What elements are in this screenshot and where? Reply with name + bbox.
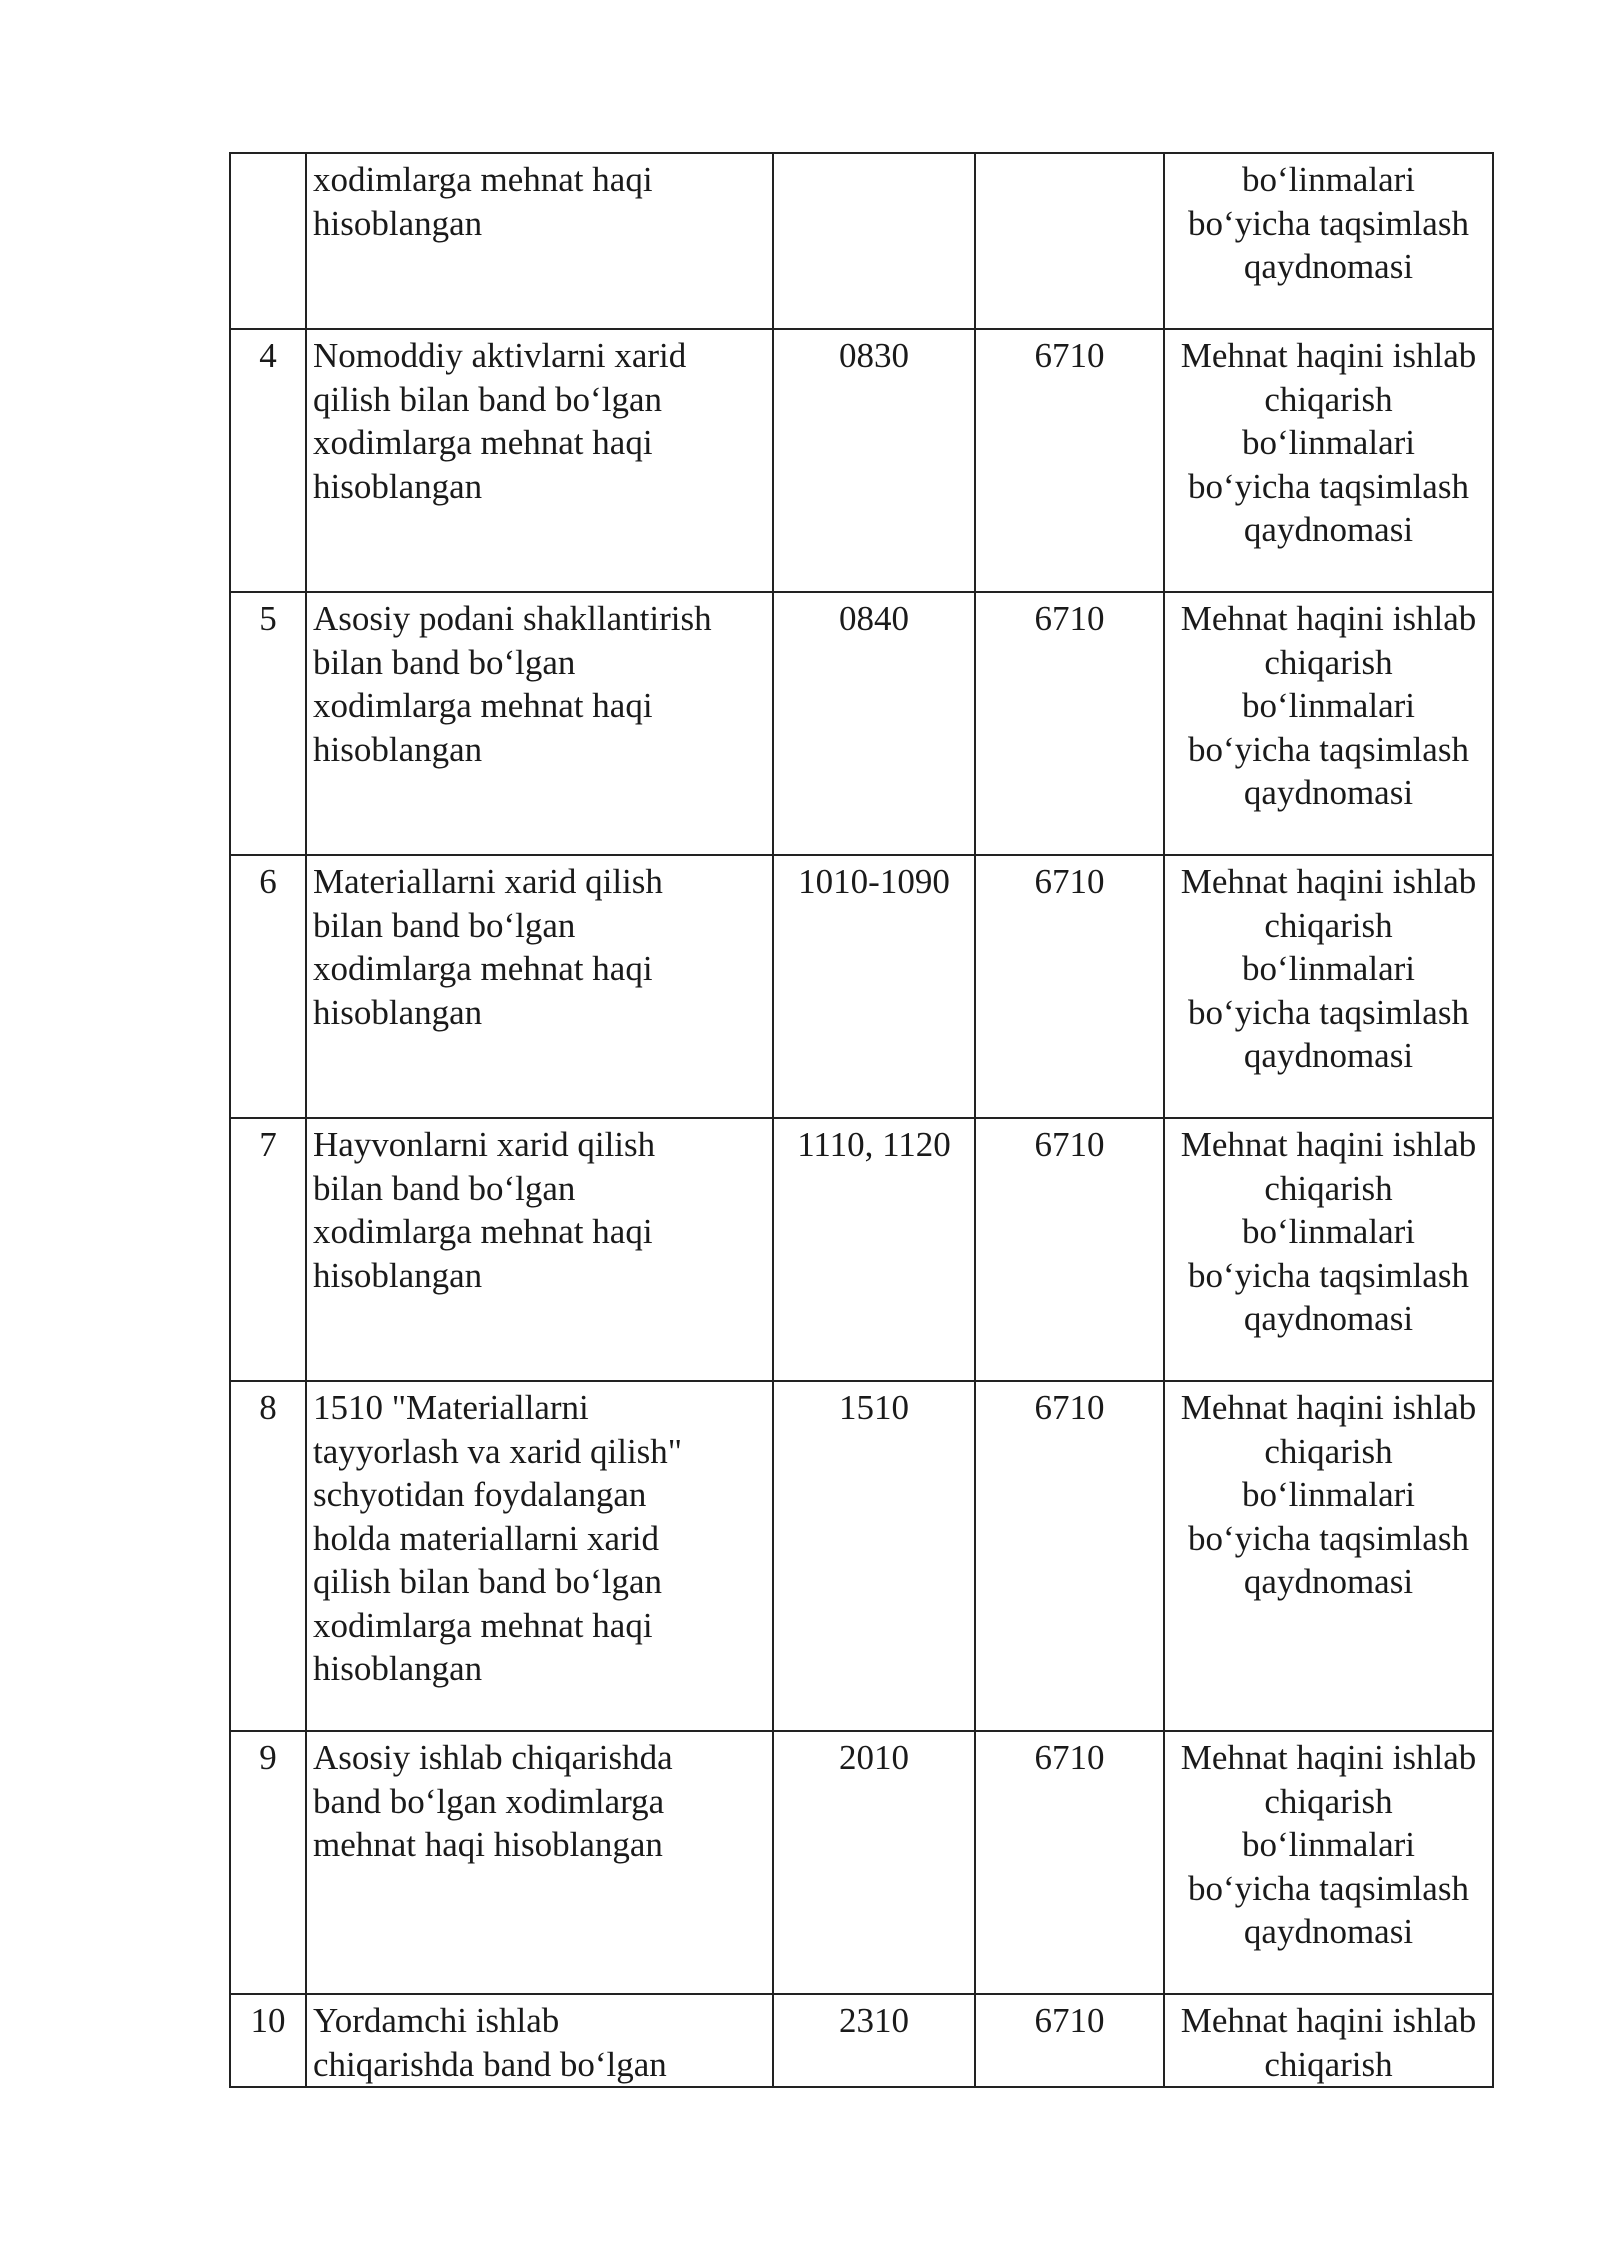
- credit-account-cell: 6710: [975, 329, 1164, 592]
- source-document-cell: Mehnat haqini ishlab chiqarish bo‘linmalari bo‘yicha taqsimlash qaydnomasi: [1164, 1731, 1493, 1994]
- table-row: [230, 153, 1493, 329]
- credit-account-cell: 6710: [975, 855, 1164, 1118]
- debit-account-cell: 2010: [773, 1731, 975, 1994]
- operation-description-cell: Yordamchi ishlab chiqarishda band bo‘lgan: [306, 1994, 773, 2087]
- debit-account-cell: 0840: [773, 592, 975, 855]
- source-document-cell: Mehnat haqini ishlab chiqarish bo‘linmalari bo‘yicha taqsimlash qaydnomasi: [1164, 329, 1493, 592]
- debit-account-cell: 2310: [773, 1994, 975, 2087]
- credit-account-cell: 6710: [975, 1118, 1164, 1381]
- credit-account-cell: 6710: [975, 1381, 1164, 1731]
- operation-description-cell: 1510 "Materiallarni tayyorlash va xarid qilish" schyotidan foydalangan holda materiallarni xarid qilish bilan band bo‘lgan xodimlarga mehnat haqi hisoblangan: [306, 1381, 773, 1731]
- source-document-cell: Mehnat haqini ishlab chiqarish bo‘linmalari bo‘yicha taqsimlash qaydnomasi: [1164, 592, 1493, 855]
- row-number-cell: 6: [230, 855, 306, 1118]
- operation-description-cell: Asosiy podani shakllantirish bilan band bo‘lgan xodimlarga mehnat haqi hisoblangan: [306, 592, 773, 855]
- row-number-cell: 10: [230, 1994, 306, 2087]
- row-number-cell: 7: [230, 1118, 306, 1381]
- debit-account-cell: [773, 153, 975, 329]
- table-row: [230, 1994, 1493, 2087]
- credit-account-cell: 6710: [975, 1731, 1164, 1994]
- credit-account-cell: 6710: [975, 1994, 1164, 2087]
- operation-description-cell: Materiallarni xarid qilish bilan band bo‘lgan xodimlarga mehnat haqi hisoblangan: [306, 855, 773, 1118]
- operation-description-cell: xodimlarga mehnat haqi hisoblangan: [306, 153, 773, 329]
- row-number-cell: 9: [230, 1731, 306, 1994]
- table-row: [230, 1731, 1493, 1994]
- source-document-cell: Mehnat haqini ishlab chiqarish bo‘linmalari bo‘yicha taqsimlash qaydnomasi: [1164, 1381, 1493, 1731]
- row-number-cell: 5: [230, 592, 306, 855]
- source-document-cell: bo‘linmalari bo‘yicha taqsimlash qaydnomasi: [1164, 153, 1493, 329]
- operation-description-cell: Asosiy ishlab chiqarishda band bo‘lgan xodimlarga mehnat haqi hisoblangan: [306, 1731, 773, 1994]
- row-number-cell: 8: [230, 1381, 306, 1731]
- row-number-cell: 4: [230, 329, 306, 592]
- accounting-entries-table: [229, 152, 1494, 2088]
- operation-description-cell: Hayvonlarni xarid qilish bilan band bo‘lgan xodimlarga mehnat haqi hisoblangan: [306, 1118, 773, 1381]
- credit-account-cell: 6710: [975, 592, 1164, 855]
- source-document-cell: Mehnat haqini ishlab chiqarish bo‘linmalari bo‘yicha taqsimlash qaydnomasi: [1164, 855, 1493, 1118]
- row-number-cell: [230, 153, 306, 329]
- debit-account-cell: 1510: [773, 1381, 975, 1731]
- operation-description-cell: Nomoddiy aktivlarni xarid qilish bilan band bo‘lgan xodimlarga mehnat haqi hisoblangan: [306, 329, 773, 592]
- table-row: [230, 1381, 1493, 1731]
- table-row: [230, 329, 1493, 592]
- debit-account-cell: 1110, 1120: [773, 1118, 975, 1381]
- debit-account-cell: 1010-1090: [773, 855, 975, 1118]
- source-document-cell: Mehnat haqini ishlab chiqarish: [1164, 1994, 1493, 2087]
- table-row: [230, 855, 1493, 1118]
- table-row: [230, 592, 1493, 855]
- debit-account-cell: 0830: [773, 329, 975, 592]
- source-document-cell: Mehnat haqini ishlab chiqarish bo‘linmalari bo‘yicha taqsimlash qaydnomasi: [1164, 1118, 1493, 1381]
- table-row: [230, 1118, 1493, 1381]
- credit-account-cell: [975, 153, 1164, 329]
